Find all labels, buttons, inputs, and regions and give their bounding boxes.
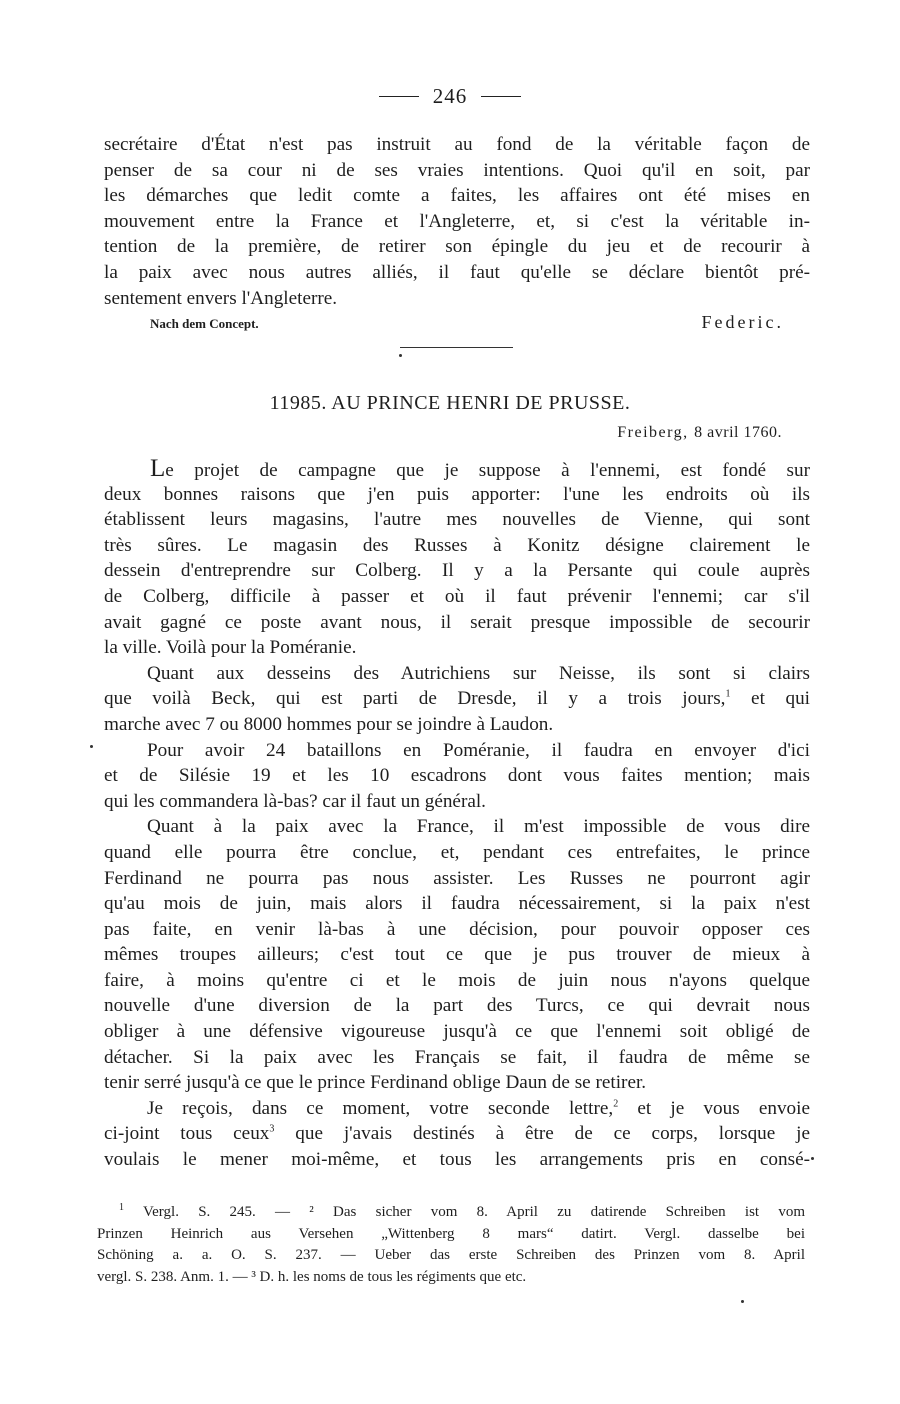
signature: Federic. [701,312,784,332]
drop-cap: L [150,455,166,482]
source-signature-row [150,312,784,333]
footnotes [97,1202,805,1288]
header-dash-left [379,96,419,97]
text-line [104,456,810,482]
text-line: qu'au mois de juin, mais alors il faudra nécessairement, si la paix n'est [104,893,810,915]
print-speck [90,745,93,748]
text-line: nouvelle d'une diversion de la part des Turcs, ce qui devrait nous [104,995,810,1017]
print-speck [399,354,402,357]
footnote-line: Prinzen Heinrich aus Versehen „Wittenberg 8 mars“ datirt. Vergl. dasselbe bei [97,1225,805,1242]
letter-date: 8 avril 1760. [694,424,782,441]
text-line: Quant aux desseins des Autrichiens sur Neisse, ils sont si clairs [147,662,810,684]
source-note: Nach dem Concept. [150,316,259,331]
text-fragment: et qui [730,688,810,710]
footnote-ref: 2 [613,1098,619,1110]
text-line: la ville. Voilà pour la Poméranie. [104,637,357,659]
text-line: mouvement entre la France et l'Angleterre, et, si c'est la véritable in- [104,210,810,232]
text-line: tention de la première, de retirer son épingle du jeu et de recourir à [104,236,810,258]
footnote-marker: 1 [119,1202,124,1213]
text-line: et de Silésie 19 et les 10 escadrons dont vous faites mention; mais [104,765,810,787]
text-line: marche avec 7 ou 8000 hommes pour se joindre à Laudon. [104,713,554,735]
text-line: quand elle pourra être conclue, et, pendant ces entrefaites, le prince [104,841,810,863]
previous-letter-text [104,132,810,311]
text-fragment: Je reçois, dans ce moment, votre seconde lettre, [147,1097,614,1119]
text-fragment: que voilà Beck, qui est parti de Dresde, il y a trois jours, [104,688,726,710]
text-fragment: et je vous envoie [618,1097,810,1119]
text-line: obliger à une défensive vigoureuse jusqu'à ce que l'ennemi soit obligé de [104,1021,810,1043]
text-fragment: Vergl. S. 245. — ² Das sicher vom 8. April zu datirende Schreiben ist vom [142,1204,805,1220]
text-line: dessein d'entreprendre sur Colberg. Il y a la Persante qui coule auprès [104,560,810,582]
footnote-line: vergl. S. 238. Anm. 1. — ³ D. h. les noms de tous les régiments que etc. [97,1268,527,1285]
text-line: Quant à la paix avec la France, il m'est impossible de vous dire [147,816,810,838]
page-number: 246 [432,84,468,108]
text-line [104,1121,810,1147]
text-line: établissent leurs magasins, l'autre mes nouvelles de Vienne, qui sont [104,509,810,531]
text-line: penser de sa cour ni de ses vraies intentions. Quoi qu'il en soit, par [104,159,810,181]
letter-place: Freiberg, [617,424,689,441]
text-line: très sûres. Le magasin des Russes à Konitz désigne clairement le [104,534,810,556]
text-line: faire, à moins qu'entre ci et le mois de juin nous n'ayons quelque [104,969,810,991]
text-line: détacher. Si la paix avec les Français se fait, il faudra de même se [104,1046,810,1068]
text-fragment: que j'avais destinés à être de ce corps, lorsque je [274,1123,811,1145]
footnote-ref: 1 [725,688,731,700]
text-fragment: ci-joint tous ceux [104,1123,270,1145]
text-line: sentement envers l'Angleterre. [104,287,338,309]
text-line: pas faite, en venir là-bas à une décision, pour pouvoir opposer ces [104,918,810,940]
text-line [104,686,810,712]
print-speck [811,1157,814,1160]
header-dash-right [481,96,521,97]
text-line: Ferdinand ne pourra pas nous assister. Les Russes ne pourront agir [104,867,810,889]
text-line: tenir serré jusqu'à ce que le prince Ferdinand oblige Daun de se retirer. [104,1072,647,1094]
place-date [617,424,782,442]
text-line: deux bonnes raisons que j'en puis apporter: l'une les endroits où ils [104,483,810,505]
text-line: de Colberg, difficile à passer et où il faut prévenir l'ennemi; car s'il [104,585,810,607]
text-line: qui les commandera là-bas? car il faut un général. [104,790,486,812]
section-divider [400,347,513,348]
text-line: mêmes troupes ailleurs; c'est tout ce que je pus trouver de mieux à [104,944,810,966]
page-header [0,84,900,109]
footnote-line [97,1202,805,1224]
letter-body [104,456,810,1173]
text-line: les démarches que ledit comte a faites, les affaires ont été mises en [104,185,810,207]
footnote-line: Schöning a. a. O. S. 237. — Ueber das erste Schreiben des Prinzen vom 8. April [97,1247,805,1263]
print-speck [741,1300,744,1303]
text-line: voulais le mener moi-même, et tous les arrangements pris en consé- [104,1149,810,1171]
text-line: avait gagné ce poste avant nous, il serait presque impossible de secourir [104,611,810,633]
text-line: secrétaire d'État n'est pas instruit au fond de la véritable façon de [104,134,810,155]
footnote-ref: 3 [269,1124,275,1136]
text-line [104,1096,810,1122]
text-fragment: e projet de campagne que je suppose à l'ennemi, est fondé sur [165,460,810,481]
text-line: Pour avoir 24 bataillons en Poméranie, il faudra en envoyer d'ici [147,739,810,761]
letter-title: 11985. AU PRINCE HENRI DE PRUSSE. [269,392,631,414]
text-line: la paix avec nous autres alliés, il faut qu'elle se déclare bientôt pré- [104,261,810,283]
